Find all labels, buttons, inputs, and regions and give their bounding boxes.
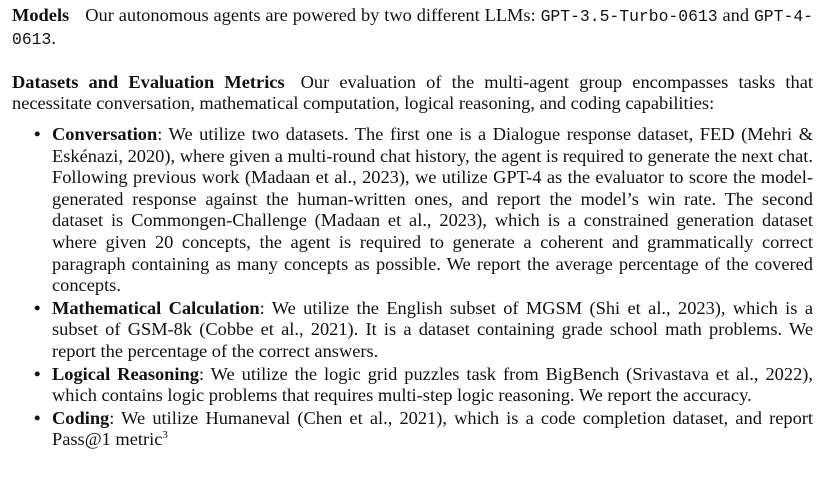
bullet-icon: • (34, 407, 41, 428)
bullet-icon: • (34, 297, 41, 318)
item-text-mathematical-calculation: : We utilize the English subset of MGSM (Shi et al., 2023), which is a subset of GSM-8k (Cobbe et al., 2021). It is a dataset containing grade school math problems. We report the percentage of the correct answers. (52, 297, 813, 361)
item-text-coding: : We utilize Humaneval (Chen et al., 2021), which is a code completion dataset, and report Pass@1 metric (52, 407, 813, 450)
bullet-icon: • (34, 123, 41, 144)
models-heading: Models (12, 5, 70, 25)
models-paragraph (12, 5, 813, 50)
bullet-icon: • (34, 363, 41, 384)
models-text-between: and (717, 5, 754, 25)
list-item-logical-reasoning (34, 363, 813, 407)
dataset-list (12, 124, 813, 451)
models-text-after: . (51, 27, 56, 48)
footnote-mark[interactable]: 3 (162, 429, 168, 442)
item-text-logical-reasoning: : We utilize the logic grid puzzles task from BigBench (Srivastava et al., 2022), which contains logic problems that requires multi-step logic reasoning. We report the accuracy. (52, 363, 813, 406)
list-item-conversation (34, 123, 813, 297)
item-title-mathematical-calculation: Mathematical Calculation (52, 297, 260, 318)
datasets-heading: Datasets and Evaluation Metrics (12, 71, 285, 92)
datasets-intro: Our evaluation of the multi-agent group encompasses tasks that necessitate conversation, mathematical computation, logical reasoning, and coding capabilities: (12, 71, 813, 114)
item-title-conversation: Conversation (52, 123, 158, 144)
model-name-gpt4: GPT-4-0613 (12, 7, 813, 49)
models-text-before: Our autonomous agents are powered by two different LLMs: (85, 5, 541, 25)
list-item-coding (34, 407, 813, 451)
item-title-coding: Coding (52, 407, 110, 428)
model-name-gpt35: GPT-3.5-Turbo-0613 (540, 7, 718, 26)
list-item-mathematical-calculation (34, 297, 813, 363)
item-title-logical-reasoning: Logical Reasoning (52, 363, 199, 384)
datasets-paragraph (12, 72, 813, 115)
item-text-conversation: : We utilize two datasets. The first one is a Dialogue response dataset, FED (Mehri & Eskénazi, 2020), where given a multi-round chat history, the agent is required to generate the next chat. Following previous work (Madaan et al., 2023), we utilize GPT-4 as the evaluator to score the model-generated response against the human-written ones, and report the model’s win rate. The second dataset is Commongen-Challenge (Madaan et al., 2023), which is a constrained generation dataset where given 20 concepts, the agent is required to generate a coherent and grammatically correct paragraph containing as many concepts as possible. We report the average percentage of the covered concepts. (52, 123, 813, 296)
